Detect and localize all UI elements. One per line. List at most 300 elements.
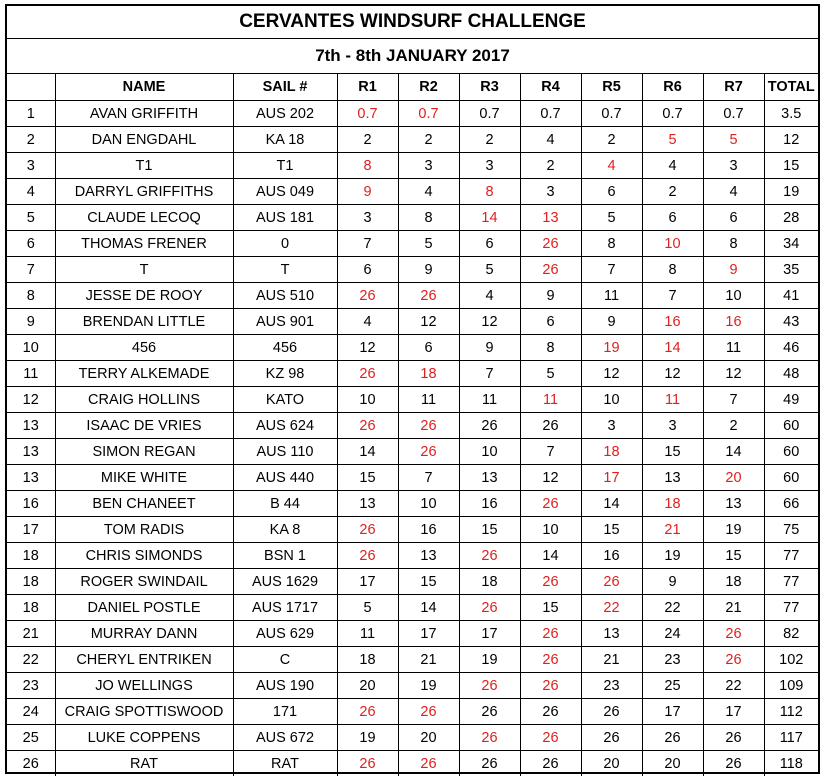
race-1-cell: 14 bbox=[337, 439, 398, 465]
race-4-cell: 14 bbox=[520, 543, 581, 569]
race-6-cell: 17 bbox=[642, 699, 703, 725]
table-row bbox=[7, 595, 818, 621]
race-4-cell: 0.7 bbox=[520, 101, 581, 127]
race-3-cell: 10 bbox=[459, 439, 520, 465]
race-2-cell: 12 bbox=[398, 309, 459, 335]
race-2-cell: 13 bbox=[398, 543, 459, 569]
race-1-cell: 26 bbox=[337, 543, 398, 569]
race-6-cell: 23 bbox=[642, 647, 703, 673]
position-cell: 18 bbox=[7, 569, 55, 595]
race-2-cell: 0.7 bbox=[398, 101, 459, 127]
race-6-cell: 10 bbox=[642, 231, 703, 257]
race-4-cell: 9 bbox=[520, 283, 581, 309]
race-4-cell: 26 bbox=[520, 569, 581, 595]
race-3-cell: 19 bbox=[459, 647, 520, 673]
header-row bbox=[7, 74, 818, 101]
total-cell: 118 bbox=[764, 751, 818, 777]
race-2-cell: 16 bbox=[398, 517, 459, 543]
race-1-cell: 18 bbox=[337, 647, 398, 673]
race-6-cell: 19 bbox=[642, 543, 703, 569]
race-3-cell: 26 bbox=[459, 543, 520, 569]
race-5-cell: 14 bbox=[581, 491, 642, 517]
position-cell: 25 bbox=[7, 725, 55, 751]
race-3-cell: 12 bbox=[459, 309, 520, 335]
race-4-cell: 26 bbox=[520, 413, 581, 439]
total-cell: 60 bbox=[764, 413, 818, 439]
name-cell: T bbox=[55, 257, 233, 283]
header-r3: R3 bbox=[459, 74, 520, 101]
table-row bbox=[7, 543, 818, 569]
total-cell: 28 bbox=[764, 205, 818, 231]
race-3-cell: 2 bbox=[459, 127, 520, 153]
name-cell: BRENDAN LITTLE bbox=[55, 309, 233, 335]
total-cell: 35 bbox=[764, 257, 818, 283]
position-cell: 18 bbox=[7, 595, 55, 621]
name-cell: BEN CHANEET bbox=[55, 491, 233, 517]
sail-cell: T bbox=[233, 257, 337, 283]
position-cell: 17 bbox=[7, 517, 55, 543]
race-6-cell: 4 bbox=[642, 153, 703, 179]
race-3-cell: 26 bbox=[459, 413, 520, 439]
race-6-cell: 25 bbox=[642, 673, 703, 699]
table-row bbox=[7, 517, 818, 543]
name-cell: TERRY ALKEMADE bbox=[55, 361, 233, 387]
name-cell: ROGER SWINDAIL bbox=[55, 569, 233, 595]
race-1-cell: 8 bbox=[337, 153, 398, 179]
race-7-cell: 3 bbox=[703, 153, 764, 179]
race-1-cell: 10 bbox=[337, 387, 398, 413]
name-cell: RAT bbox=[55, 751, 233, 777]
race-1-cell: 13 bbox=[337, 491, 398, 517]
race-7-cell: 16 bbox=[703, 309, 764, 335]
race-3-cell: 14 bbox=[459, 205, 520, 231]
table-row bbox=[7, 621, 818, 647]
race-3-cell: 7 bbox=[459, 361, 520, 387]
race-1-cell: 26 bbox=[337, 283, 398, 309]
race-2-cell: 18 bbox=[398, 361, 459, 387]
sail-cell: AUS 672 bbox=[233, 725, 337, 751]
position-cell: 13 bbox=[7, 465, 55, 491]
table-row bbox=[7, 127, 818, 153]
race-5-cell: 20 bbox=[581, 751, 642, 777]
race-7-cell: 0.7 bbox=[703, 101, 764, 127]
race-3-cell: 17 bbox=[459, 621, 520, 647]
race-3-cell: 3 bbox=[459, 153, 520, 179]
sail-cell: B 44 bbox=[233, 491, 337, 517]
race-7-cell: 5 bbox=[703, 127, 764, 153]
race-7-cell: 26 bbox=[703, 725, 764, 751]
race-5-cell: 17 bbox=[581, 465, 642, 491]
race-2-cell: 26 bbox=[398, 439, 459, 465]
total-cell: 117 bbox=[764, 725, 818, 751]
race-2-cell: 26 bbox=[398, 413, 459, 439]
race-7-cell: 26 bbox=[703, 751, 764, 777]
name-cell: DARRYL GRIFFITHS bbox=[55, 179, 233, 205]
race-6-cell: 5 bbox=[642, 127, 703, 153]
race-3-cell: 26 bbox=[459, 751, 520, 777]
race-5-cell: 0.7 bbox=[581, 101, 642, 127]
race-4-cell: 26 bbox=[520, 673, 581, 699]
total-cell: 77 bbox=[764, 569, 818, 595]
race-5-cell: 23 bbox=[581, 673, 642, 699]
race-3-cell: 9 bbox=[459, 335, 520, 361]
race-5-cell: 26 bbox=[581, 725, 642, 751]
race-4-cell: 2 bbox=[520, 153, 581, 179]
race-4-cell: 26 bbox=[520, 231, 581, 257]
sail-cell: AUS 049 bbox=[233, 179, 337, 205]
name-cell: CHRIS SIMONDS bbox=[55, 543, 233, 569]
race-5-cell: 2 bbox=[581, 127, 642, 153]
total-cell: 41 bbox=[764, 283, 818, 309]
race-3-cell: 6 bbox=[459, 231, 520, 257]
race-7-cell: 22 bbox=[703, 673, 764, 699]
table-row bbox=[7, 283, 818, 309]
race-4-cell: 26 bbox=[520, 257, 581, 283]
race-2-cell: 17 bbox=[398, 621, 459, 647]
total-cell: 77 bbox=[764, 595, 818, 621]
race-6-cell: 9 bbox=[642, 569, 703, 595]
race-6-cell: 22 bbox=[642, 595, 703, 621]
race-4-cell: 26 bbox=[520, 621, 581, 647]
race-5-cell: 3 bbox=[581, 413, 642, 439]
header-pos bbox=[7, 74, 55, 101]
table-row bbox=[7, 647, 818, 673]
position-cell: 11 bbox=[7, 361, 55, 387]
total-cell: 15 bbox=[764, 153, 818, 179]
total-cell: 3.5 bbox=[764, 101, 818, 127]
race-5-cell: 8 bbox=[581, 231, 642, 257]
header-r5: R5 bbox=[581, 74, 642, 101]
race-2-cell: 15 bbox=[398, 569, 459, 595]
race-1-cell: 26 bbox=[337, 361, 398, 387]
table-row bbox=[7, 465, 818, 491]
position-cell: 4 bbox=[7, 179, 55, 205]
race-1-cell: 3 bbox=[337, 205, 398, 231]
header-name: NAME bbox=[55, 74, 233, 101]
position-cell: 26 bbox=[7, 751, 55, 777]
race-2-cell: 26 bbox=[398, 751, 459, 777]
race-1-cell: 2 bbox=[337, 127, 398, 153]
race-6-cell: 8 bbox=[642, 257, 703, 283]
race-1-cell: 6 bbox=[337, 257, 398, 283]
position-cell: 16 bbox=[7, 491, 55, 517]
race-7-cell: 17 bbox=[703, 699, 764, 725]
header-r1: R1 bbox=[337, 74, 398, 101]
table-row bbox=[7, 179, 818, 205]
table-row bbox=[7, 387, 818, 413]
total-cell: 12 bbox=[764, 127, 818, 153]
race-5-cell: 7 bbox=[581, 257, 642, 283]
race-4-cell: 15 bbox=[520, 595, 581, 621]
position-cell: 3 bbox=[7, 153, 55, 179]
name-cell: JESSE DE ROOY bbox=[55, 283, 233, 309]
table-row bbox=[7, 361, 818, 387]
position-cell: 21 bbox=[7, 621, 55, 647]
table-row bbox=[7, 569, 818, 595]
table-row bbox=[7, 439, 818, 465]
sail-cell: KZ 98 bbox=[233, 361, 337, 387]
race-2-cell: 26 bbox=[398, 283, 459, 309]
position-cell: 7 bbox=[7, 257, 55, 283]
race-7-cell: 12 bbox=[703, 361, 764, 387]
race-5-cell: 26 bbox=[581, 569, 642, 595]
table-row bbox=[7, 335, 818, 361]
name-cell: THOMAS FRENER bbox=[55, 231, 233, 257]
sail-cell: KA 8 bbox=[233, 517, 337, 543]
race-2-cell: 20 bbox=[398, 725, 459, 751]
name-cell: DAN ENGDAHL bbox=[55, 127, 233, 153]
sail-cell: AUS 181 bbox=[233, 205, 337, 231]
race-3-cell: 26 bbox=[459, 673, 520, 699]
race-5-cell: 12 bbox=[581, 361, 642, 387]
sail-cell: AUS 510 bbox=[233, 283, 337, 309]
race-7-cell: 11 bbox=[703, 335, 764, 361]
race-4-cell: 13 bbox=[520, 205, 581, 231]
race-3-cell: 0.7 bbox=[459, 101, 520, 127]
race-2-cell: 3 bbox=[398, 153, 459, 179]
race-7-cell: 7 bbox=[703, 387, 764, 413]
total-cell: 75 bbox=[764, 517, 818, 543]
sail-cell: AUS 1717 bbox=[233, 595, 337, 621]
race-2-cell: 7 bbox=[398, 465, 459, 491]
total-cell: 48 bbox=[764, 361, 818, 387]
race-6-cell: 3 bbox=[642, 413, 703, 439]
total-cell: 82 bbox=[764, 621, 818, 647]
sheet-title: CERVANTES WINDSURF CHALLENGE bbox=[7, 6, 818, 39]
race-4-cell: 7 bbox=[520, 439, 581, 465]
race-4-cell: 4 bbox=[520, 127, 581, 153]
race-3-cell: 26 bbox=[459, 595, 520, 621]
position-cell: 13 bbox=[7, 413, 55, 439]
table-row bbox=[7, 257, 818, 283]
race-1-cell: 19 bbox=[337, 725, 398, 751]
race-6-cell: 24 bbox=[642, 621, 703, 647]
race-6-cell: 2 bbox=[642, 179, 703, 205]
name-cell: TOM RADIS bbox=[55, 517, 233, 543]
total-cell: 49 bbox=[764, 387, 818, 413]
name-cell: ISAAC DE VRIES bbox=[55, 413, 233, 439]
total-cell: 112 bbox=[764, 699, 818, 725]
race-3-cell: 13 bbox=[459, 465, 520, 491]
race-7-cell: 15 bbox=[703, 543, 764, 569]
race-6-cell: 13 bbox=[642, 465, 703, 491]
name-cell: CRAIG SPOTTISWOOD bbox=[55, 699, 233, 725]
table-row bbox=[7, 699, 818, 725]
name-cell: CLAUDE LECOQ bbox=[55, 205, 233, 231]
race-5-cell: 22 bbox=[581, 595, 642, 621]
race-6-cell: 18 bbox=[642, 491, 703, 517]
header-r7: R7 bbox=[703, 74, 764, 101]
table-row bbox=[7, 725, 818, 751]
race-7-cell: 26 bbox=[703, 621, 764, 647]
race-1-cell: 11 bbox=[337, 621, 398, 647]
table-row bbox=[7, 153, 818, 179]
total-cell: 109 bbox=[764, 673, 818, 699]
race-5-cell: 26 bbox=[581, 699, 642, 725]
race-3-cell: 26 bbox=[459, 725, 520, 751]
sail-cell: C bbox=[233, 647, 337, 673]
race-4-cell: 26 bbox=[520, 751, 581, 777]
race-6-cell: 6 bbox=[642, 205, 703, 231]
race-2-cell: 26 bbox=[398, 699, 459, 725]
position-cell: 24 bbox=[7, 699, 55, 725]
sail-cell: RAT bbox=[233, 751, 337, 777]
race-5-cell: 11 bbox=[581, 283, 642, 309]
table-row bbox=[7, 309, 818, 335]
race-2-cell: 19 bbox=[398, 673, 459, 699]
race-5-cell: 18 bbox=[581, 439, 642, 465]
race-2-cell: 6 bbox=[398, 335, 459, 361]
total-cell: 102 bbox=[764, 647, 818, 673]
sail-cell: AUS 190 bbox=[233, 673, 337, 699]
sail-cell: AUS 110 bbox=[233, 439, 337, 465]
race-7-cell: 8 bbox=[703, 231, 764, 257]
name-cell: CRAIG HOLLINS bbox=[55, 387, 233, 413]
race-1-cell: 26 bbox=[337, 413, 398, 439]
race-5-cell: 9 bbox=[581, 309, 642, 335]
sail-cell: KA 18 bbox=[233, 127, 337, 153]
table-row bbox=[7, 205, 818, 231]
sail-cell: KATO bbox=[233, 387, 337, 413]
race-7-cell: 21 bbox=[703, 595, 764, 621]
sail-cell: 171 bbox=[233, 699, 337, 725]
race-6-cell: 26 bbox=[642, 725, 703, 751]
race-6-cell: 20 bbox=[642, 751, 703, 777]
table-row bbox=[7, 231, 818, 257]
name-cell: DANIEL POSTLE bbox=[55, 595, 233, 621]
race-7-cell: 19 bbox=[703, 517, 764, 543]
total-cell: 46 bbox=[764, 335, 818, 361]
position-cell: 22 bbox=[7, 647, 55, 673]
race-5-cell: 6 bbox=[581, 179, 642, 205]
race-1-cell: 4 bbox=[337, 309, 398, 335]
sail-cell: AUS 440 bbox=[233, 465, 337, 491]
position-cell: 23 bbox=[7, 673, 55, 699]
name-cell: MURRAY DANN bbox=[55, 621, 233, 647]
race-2-cell: 9 bbox=[398, 257, 459, 283]
race-1-cell: 0.7 bbox=[337, 101, 398, 127]
race-7-cell: 26 bbox=[703, 647, 764, 673]
race-1-cell: 26 bbox=[337, 517, 398, 543]
position-cell: 13 bbox=[7, 439, 55, 465]
race-7-cell: 4 bbox=[703, 179, 764, 205]
race-5-cell: 4 bbox=[581, 153, 642, 179]
table-row bbox=[7, 413, 818, 439]
race-1-cell: 20 bbox=[337, 673, 398, 699]
race-2-cell: 4 bbox=[398, 179, 459, 205]
race-7-cell: 9 bbox=[703, 257, 764, 283]
race-3-cell: 11 bbox=[459, 387, 520, 413]
race-4-cell: 8 bbox=[520, 335, 581, 361]
race-5-cell: 21 bbox=[581, 647, 642, 673]
header-r6: R6 bbox=[642, 74, 703, 101]
race-7-cell: 18 bbox=[703, 569, 764, 595]
race-4-cell: 3 bbox=[520, 179, 581, 205]
table-row bbox=[7, 101, 818, 127]
race-1-cell: 17 bbox=[337, 569, 398, 595]
race-7-cell: 20 bbox=[703, 465, 764, 491]
race-1-cell: 9 bbox=[337, 179, 398, 205]
sail-cell: AUS 629 bbox=[233, 621, 337, 647]
race-4-cell: 6 bbox=[520, 309, 581, 335]
race-6-cell: 21 bbox=[642, 517, 703, 543]
table-row bbox=[7, 673, 818, 699]
table-row bbox=[7, 751, 818, 777]
race-1-cell: 7 bbox=[337, 231, 398, 257]
sail-cell: BSN 1 bbox=[233, 543, 337, 569]
race-1-cell: 5 bbox=[337, 595, 398, 621]
position-cell: 8 bbox=[7, 283, 55, 309]
name-cell: LUKE COPPENS bbox=[55, 725, 233, 751]
race-1-cell: 26 bbox=[337, 699, 398, 725]
race-4-cell: 26 bbox=[520, 647, 581, 673]
total-cell: 34 bbox=[764, 231, 818, 257]
race-4-cell: 11 bbox=[520, 387, 581, 413]
race-5-cell: 15 bbox=[581, 517, 642, 543]
name-cell: MIKE WHITE bbox=[55, 465, 233, 491]
total-cell: 77 bbox=[764, 543, 818, 569]
sail-cell: AUS 202 bbox=[233, 101, 337, 127]
race-7-cell: 2 bbox=[703, 413, 764, 439]
race-4-cell: 26 bbox=[520, 491, 581, 517]
race-6-cell: 15 bbox=[642, 439, 703, 465]
race-2-cell: 14 bbox=[398, 595, 459, 621]
race-3-cell: 5 bbox=[459, 257, 520, 283]
total-cell: 66 bbox=[764, 491, 818, 517]
results-table bbox=[7, 74, 818, 776]
name-cell: JO WELLINGS bbox=[55, 673, 233, 699]
header-sail: SAIL # bbox=[233, 74, 337, 101]
race-4-cell: 10 bbox=[520, 517, 581, 543]
table-row bbox=[7, 491, 818, 517]
race-2-cell: 8 bbox=[398, 205, 459, 231]
race-3-cell: 15 bbox=[459, 517, 520, 543]
sail-cell: AUS 901 bbox=[233, 309, 337, 335]
race-6-cell: 0.7 bbox=[642, 101, 703, 127]
race-2-cell: 5 bbox=[398, 231, 459, 257]
race-7-cell: 13 bbox=[703, 491, 764, 517]
results-body bbox=[7, 101, 818, 777]
name-cell: AVAN GRIFFITH bbox=[55, 101, 233, 127]
race-4-cell: 5 bbox=[520, 361, 581, 387]
race-6-cell: 14 bbox=[642, 335, 703, 361]
position-cell: 12 bbox=[7, 387, 55, 413]
sail-cell: AUS 624 bbox=[233, 413, 337, 439]
position-cell: 6 bbox=[7, 231, 55, 257]
name-cell: CHERYL ENTRIKEN bbox=[55, 647, 233, 673]
name-cell: 456 bbox=[55, 335, 233, 361]
race-6-cell: 11 bbox=[642, 387, 703, 413]
race-7-cell: 6 bbox=[703, 205, 764, 231]
header-r2: R2 bbox=[398, 74, 459, 101]
position-cell: 18 bbox=[7, 543, 55, 569]
race-5-cell: 13 bbox=[581, 621, 642, 647]
race-1-cell: 26 bbox=[337, 751, 398, 777]
name-cell: T1 bbox=[55, 153, 233, 179]
race-3-cell: 26 bbox=[459, 699, 520, 725]
race-4-cell: 12 bbox=[520, 465, 581, 491]
results-sheet bbox=[5, 4, 820, 774]
position-cell: 5 bbox=[7, 205, 55, 231]
position-cell: 2 bbox=[7, 127, 55, 153]
total-cell: 19 bbox=[764, 179, 818, 205]
sail-cell: 456 bbox=[233, 335, 337, 361]
sheet-subtitle: 7th - 8th JANUARY 2017 bbox=[7, 39, 818, 74]
race-1-cell: 15 bbox=[337, 465, 398, 491]
race-1-cell: 12 bbox=[337, 335, 398, 361]
race-3-cell: 16 bbox=[459, 491, 520, 517]
race-2-cell: 2 bbox=[398, 127, 459, 153]
